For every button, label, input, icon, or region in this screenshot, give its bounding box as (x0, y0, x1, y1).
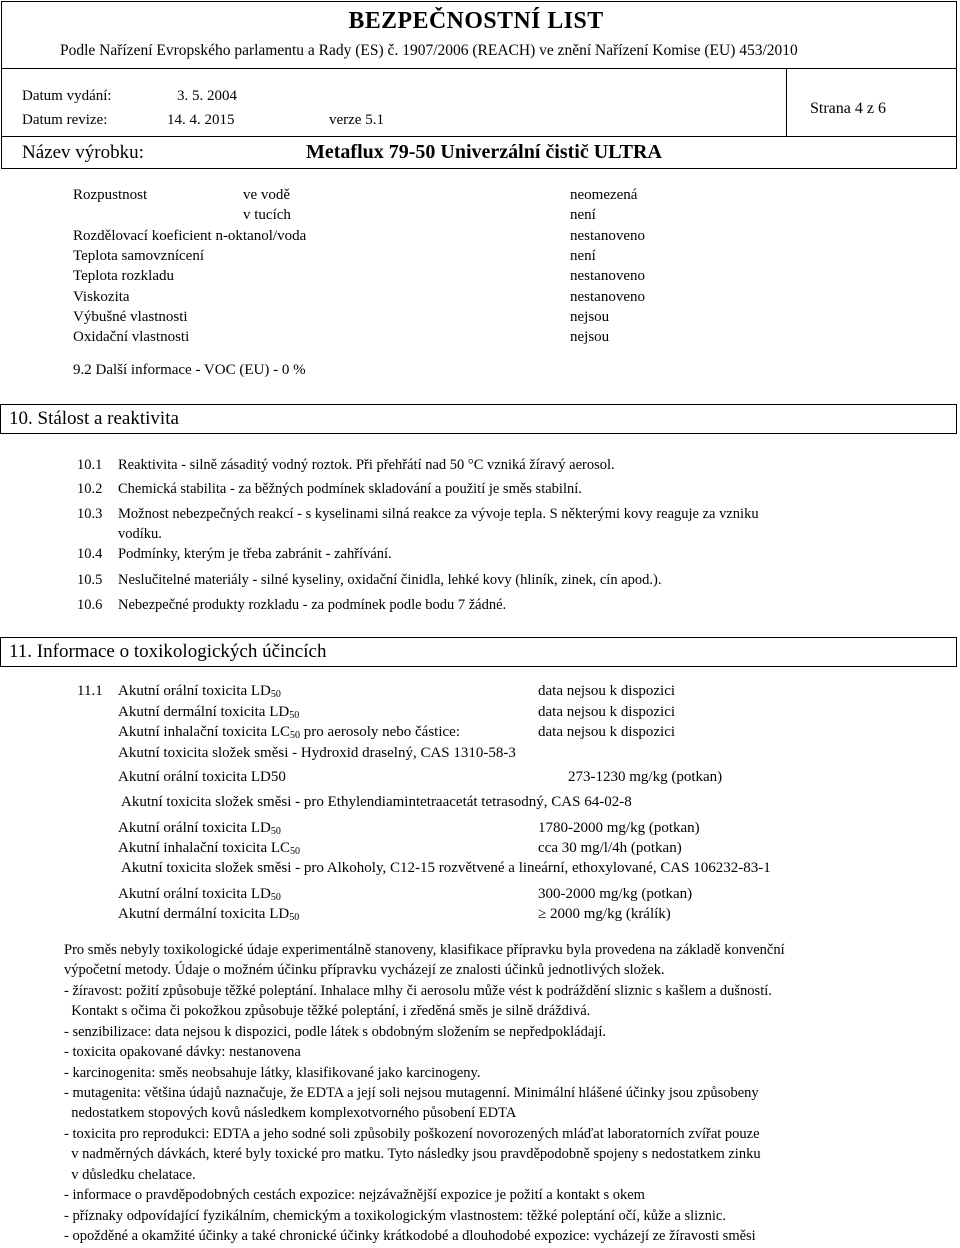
note-line: - karcinogenita: směs neobsahuje látky, klasifikované jako karcinogeny. (64, 1065, 481, 1081)
header-divider-1 (1, 68, 957, 69)
prop-label: Rozpustnost (73, 187, 148, 203)
component-2-inhal-value: cca 30 mg/l/4h (potkan) (538, 840, 682, 856)
component-3-title: Akutní toxicita složek směsi - pro Alkoholy, C12-15 rozvětvené a lineární, ethoxylované, CAS 106232-83-1 (121, 860, 771, 876)
note-line: výpočetní metody. Údaje o možném účinku přípravku vycházejí ze znalosti účinků jednotlivých složek. (64, 962, 665, 978)
item-num: 10.4 (77, 546, 103, 562)
item-text: Nebezpečné produkty rozkladu - za podmínek podle bodu 7 žádné. (118, 597, 507, 613)
note-line: - žíravost: požití způsobuje těžké poleptání. Inhalace mlhy či aerosolu může vést k podráždění sliznic s kašlem a dušností. (64, 983, 772, 999)
prop-label: Oxidační vlastnosti (73, 329, 190, 345)
prop-label: Viskozita (73, 289, 130, 305)
tox-oral-label: Akutní orální toxicita $LD_{50}$ (118, 683, 281, 700)
prop-value: nestanoveno (570, 268, 645, 284)
item-text-cont: vodíku. (118, 526, 162, 542)
component-2-title: Akutní toxicita složek směsi - pro Ethylendiamintetraacetát tetrasodný, CAS 64-02-8 (121, 794, 632, 810)
header-page-divider (786, 68, 787, 136)
prop-label: Teplota rozkladu (73, 268, 174, 284)
component-3-dermal-label: Akutní dermální toxicita $LD_{50}$ (118, 906, 300, 923)
item-text: Chemická stabilita - za běžných podmínek skladování a použití je směs stabilní. (118, 481, 582, 497)
prop-label: Rozdělovací koeficient n-oktanol/voda (73, 228, 307, 244)
item-text: Reaktivita - silně zásaditý vodný roztok. Při přehřátí nad 50 °C vzniká žíravý aerosol. (118, 457, 615, 473)
prop-label: Teplota samovznícení (73, 248, 204, 264)
prop-value: nestanoveno (570, 289, 645, 305)
note-line: - senzibilizace: data nejsou k dispozici, podle látek s obdobným složením se nepředpokládají. (64, 1024, 606, 1040)
section-10-title: 10. Stálost a reaktivita (9, 408, 179, 429)
component-2-oral-value: 1780-2000 mg/kg (potkan) (538, 820, 700, 836)
component-2-inhal-label: Akutní inhalační toxicita $LC_{50}$ (118, 840, 301, 857)
prop-value: nejsou (570, 329, 610, 345)
item-num: 10.1 (77, 457, 103, 473)
product-label: Název výrobku: (22, 142, 144, 163)
item-text: Možnost nebezpečných reakcí - s kyselinami silná reakce za vývoje tepla. S některými kovy reaguje za vzniku (118, 506, 759, 522)
component-3-oral-value: 300-2000 mg/kg (potkan) (538, 886, 693, 902)
note-line: - toxicita pro reprodukci: EDTA a jeho sodné soli způsobily poškození novorozených mláďat laboratorních zvířat pouze (64, 1126, 760, 1142)
note-line: v důsledku chelatace. (64, 1167, 196, 1183)
tox-dermal-value: data nejsou k dispozici (538, 704, 676, 720)
component-2-oral-label: Akutní orální toxicita $LD_{50}$ (118, 820, 281, 837)
note-line: Pro směs nebyly toxikologické údaje experimentálně stanoveny, klasifikace přípravku byla provedena na základě konvenční (64, 942, 785, 958)
section-9-2: 9.2 Další informace - VOC (EU) - 0 % (73, 362, 306, 378)
component-3-oral-label: Akutní orální toxicita $LD_{50}$ (118, 886, 281, 903)
product-name: Metaflux 79-50 Univerzální čistič ULTRA (306, 141, 662, 163)
prop-sub: ve vodě (243, 187, 291, 203)
component-1-title: Akutní toxicita složek směsi - Hydroxid draselný, CAS 1310-58-3 (118, 745, 516, 761)
version: verze 5.1 (329, 112, 384, 128)
prop-value: neomezená (570, 187, 638, 203)
note-line: - příznaky odpovídající fyzikálním, chemickým a toxikologickým vlastnostem: těžké poleptání očí, kůže a sliznic. (64, 1208, 726, 1224)
note-line: nedostatkem stopových kovů následkem komplexotvorného působení EDTA (64, 1105, 517, 1121)
component-3-dermal-value: ≥ 2000 mg/kg (králík) (538, 906, 671, 922)
tox-dermal-label: Akutní dermální toxicita $LD_{50}$ (118, 704, 300, 721)
component-1-oral-label: Akutní orální toxicita LD50 (118, 769, 286, 785)
note-line: - mutagenita: většina údajů naznačuje, že EDTA a její soli nejsou mutagenní. Minimální hlášené účinky jsou způsobeny (64, 1085, 759, 1101)
tox-oral-value: data nejsou k dispozici (538, 683, 676, 699)
note-line: v nadměrných dávkách, které byly toxické pro matku. Tyto následky jsou pravděpodobně spojeny s nedostatkem zinku (64, 1146, 761, 1162)
tox-inhal-label: Akutní inhalační toxicita $LC_{50}$ pro aerosoly nebo částice: (118, 724, 460, 741)
note-line: Kontakt s očima či pokožkou způsobuje těžké poleptání, i zředěná směs je silně dráždivá. (64, 1003, 591, 1019)
component-1-oral-value: 273-1230 mg/kg (potkan) (568, 769, 723, 785)
header-divider-2 (1, 136, 957, 137)
item-num: 10.6 (77, 597, 103, 613)
prop-value: nestanoveno (570, 228, 645, 244)
note-line: - informace o pravděpodobných cestách expozice: nejzávažnější expozice je požití a kontakt s okem (64, 1187, 645, 1203)
section-11-title: 11. Informace o toxikologických účincích (9, 641, 327, 662)
issue-date: 3. 5. 2004 (177, 88, 237, 104)
document-title: BEZPEČNOSTNÍ LIST (348, 8, 604, 34)
revision-date-label: Datum revize: (22, 112, 108, 128)
issue-date-label: Datum vydání: (22, 88, 112, 104)
prop-value: není (570, 207, 596, 223)
note-line: - toxicita opakované dávky: nestanovena (64, 1044, 301, 1060)
item-num: 10.3 (77, 506, 103, 522)
note-line: - opožděné a okamžité účinky a také chronické účinky krátkodobé a dlouhodobé expozice: vycházejí ze žíravosti směsi (64, 1228, 756, 1244)
page-number: Strana 4 z 6 (810, 100, 886, 117)
item-num: 11.1 (77, 683, 103, 699)
item-text: Neslučitelné materiály - silné kyseliny, oxidační činidla, lehké kovy (hliník, zinek, cín apod.). (118, 572, 662, 588)
prop-value: není (570, 248, 596, 264)
prop-sub: v tucích (243, 207, 291, 223)
regulation-reference: Podle Nařízení Evropského parlamentu a Rady (ES) č. 1907/2006 (REACH) ve znění Nařízení Komise (EU) 453/2010 (60, 42, 798, 59)
revision-date: 14. 4. 2015 (167, 112, 235, 128)
item-num: 10.2 (77, 481, 103, 497)
item-text: Podmínky, kterým je třeba zabránit - zahřívání. (118, 546, 392, 562)
prop-value: nejsou (570, 309, 610, 325)
prop-label: Výbušné vlastnosti (73, 309, 188, 325)
tox-inhal-value: data nejsou k dispozici (538, 724, 676, 740)
item-num: 10.5 (77, 572, 103, 588)
